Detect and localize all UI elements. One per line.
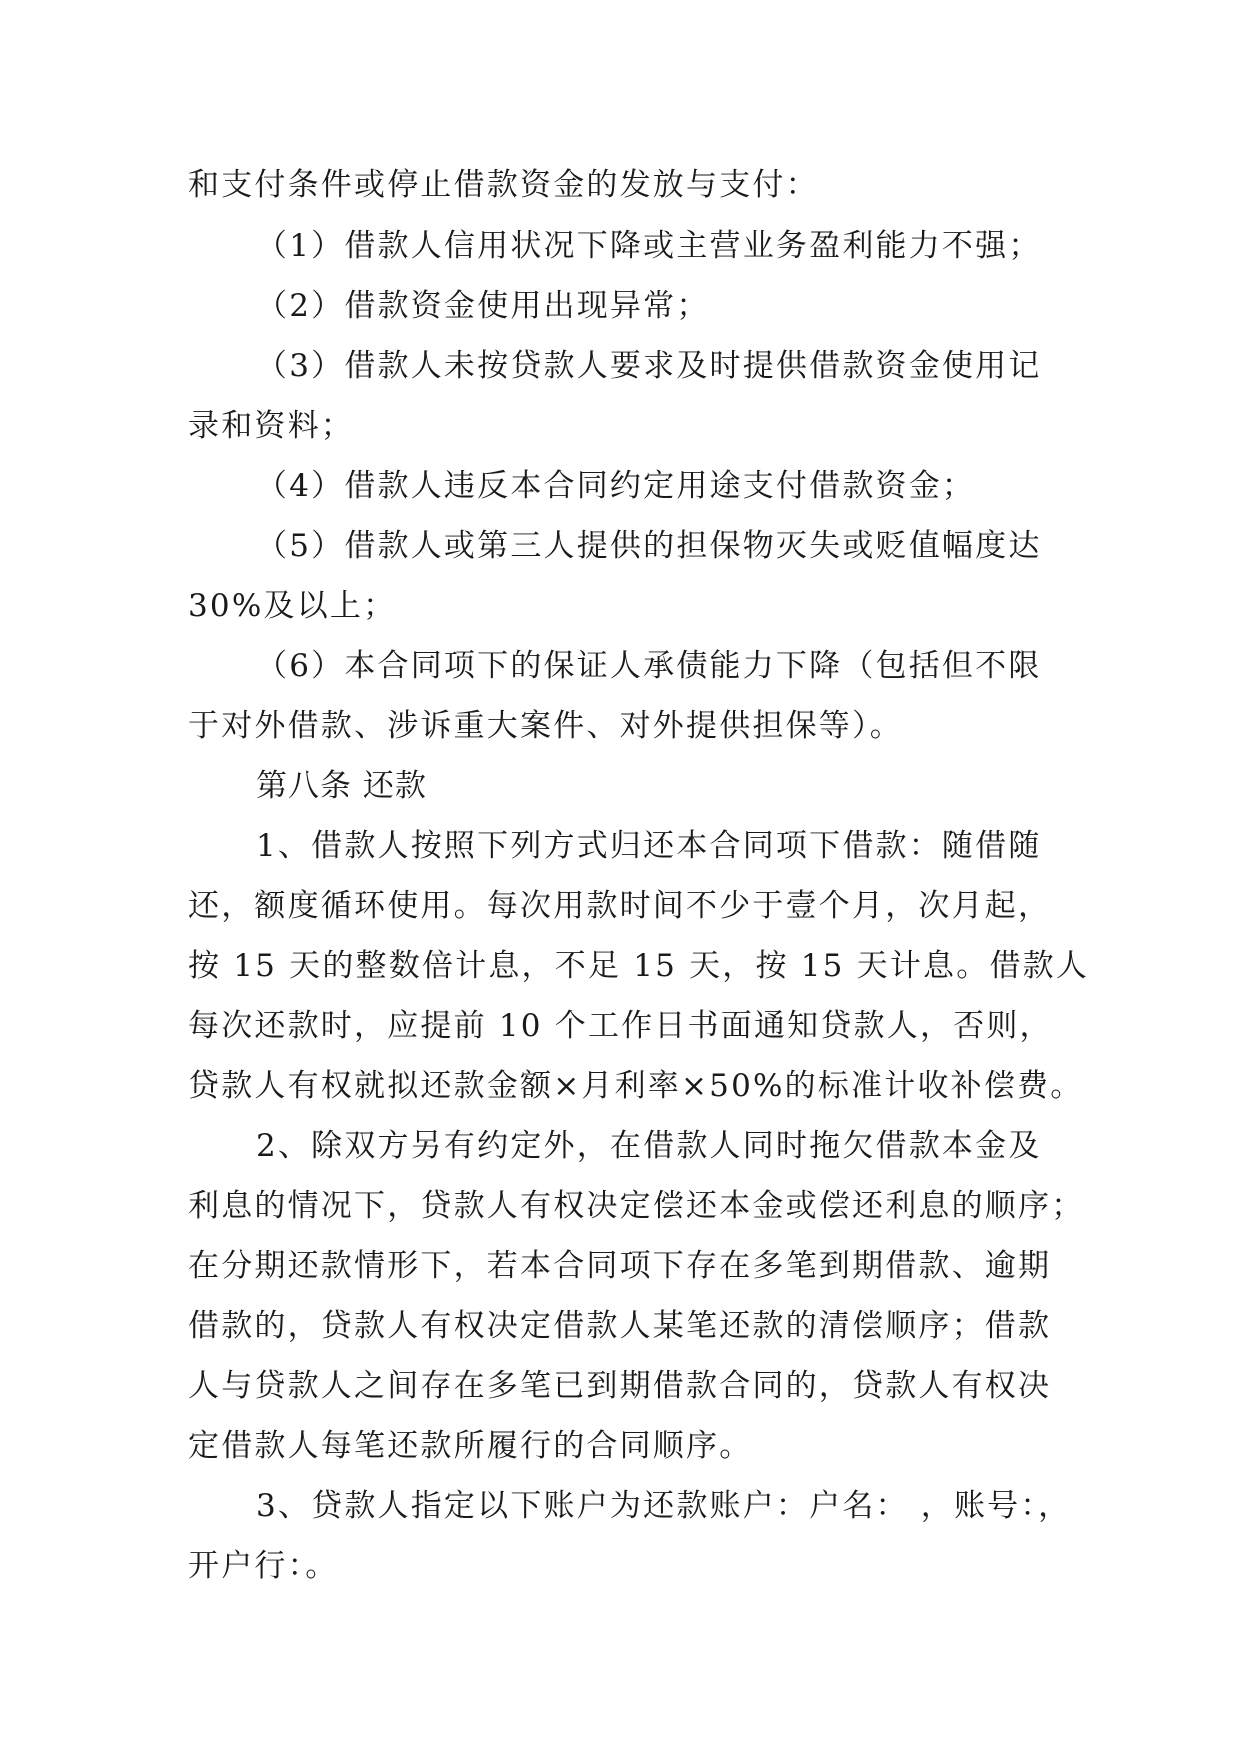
paragraph-line: 借款的，贷款人有权决定借款人某笔还款的清偿顺序；借款 [188, 1308, 1052, 1344]
paragraph-line: 贷款人有权就拟还款金额×月利率×50%的标准计收补偿费。 [188, 1068, 1084, 1104]
paragraph-line: 录和资料； [188, 408, 354, 444]
list-item-line: （6）本合同项下的保证人承债能力下降（包括但不限 [256, 648, 1042, 684]
paragraph-line: 人与贷款人之间存在多笔已到期借款合同的，贷款人有权决 [188, 1368, 1052, 1404]
list-item-line: （2）借款资金使用出现异常； [256, 288, 710, 324]
paragraph-line: 开户行：。 [188, 1548, 339, 1584]
paragraph-line: 利息的情况下，贷款人有权决定偿还本金或偿还利息的顺序； [188, 1188, 1085, 1224]
paragraph-line: 3、贷款人指定以下账户为还款账户：户名： ，账号：， [256, 1488, 1072, 1524]
paragraph-line: 每次还款时，应提前 10 个工作日书面通知贷款人，否则， [188, 1008, 1053, 1044]
list-item-line: （4）借款人违反本合同约定用途支付借款资金； [256, 468, 976, 504]
paragraph-line: 和支付条件或停止借款资金的发放与支付： [188, 167, 819, 203]
paragraph-line: 30%及以上； [188, 588, 397, 624]
paragraph-line: 在分期还款情形下，若本合同项下存在多笔到期借款、逾期 [188, 1248, 1052, 1284]
paragraph-line: 定借款人每笔还款所履行的合同顺序。 [188, 1428, 753, 1464]
paragraph-line: 按 15 天的整数倍计息，不足 15 天，按 15 天计息。借款人 [188, 948, 1090, 984]
list-item-line: （5）借款人或第三人提供的担保物灭失或贬值幅度达 [256, 528, 1042, 564]
paragraph-line: 1、借款人按照下列方式归还本合同项下借款：随借随 [256, 828, 1042, 864]
list-item-line: （3）借款人未按贷款人要求及时提供借款资金使用记 [256, 348, 1042, 384]
paragraph-line: 于对外借款、涉诉重大案件、对外提供担保等）。 [188, 708, 903, 744]
paragraph-line: 2、除双方另有约定外，在借款人同时拖欠借款本金及 [256, 1128, 1042, 1164]
list-item-line: （1）借款人信用状况下降或主营业务盈利能力不强； [256, 228, 1042, 264]
paragraph-line: 还，额度循环使用。每次用款时间不少于壹个月，次月起， [188, 888, 1052, 924]
section-heading: 第八条 还款 [256, 768, 427, 804]
